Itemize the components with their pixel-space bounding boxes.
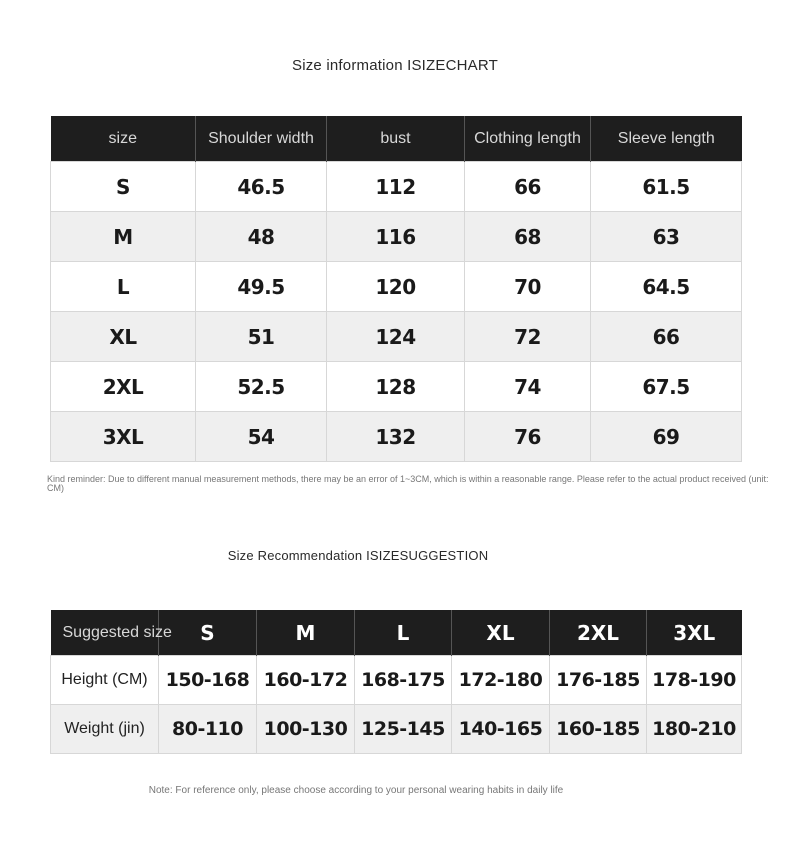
cell-bust: 124 [327,312,465,362]
measurement-reminder: Kind reminder: Due to different manual measurement methods, there may be an error of 1~3CM, which is within a reasonable range. Please refer to the actual product received (unit: CM) [47,474,769,493]
recommendation-header-row [51,610,742,656]
cell-height: 168-175 [355,656,452,705]
table-row [51,412,742,462]
cell-sleeve: 61.5 [591,162,742,212]
cell-weight: 125-145 [355,705,452,754]
cell-shoulder: 52.5 [196,362,327,412]
table-row [51,262,742,312]
cell-sleeve: 66 [591,312,742,362]
table-row [51,362,742,412]
cell-shoulder: 51 [196,312,327,362]
cell-length: 74 [465,362,591,412]
cell-length: 66 [465,162,591,212]
cell-shoulder: 54 [196,412,327,462]
cell-size: S [51,162,196,212]
header-clothing-length: Clothing length [465,116,591,162]
header-size: size [51,116,196,162]
header-bust: bust [327,116,465,162]
cell-shoulder: 46.5 [196,162,327,212]
size-chart-header-row [51,116,742,162]
cell-size: 3XL [51,412,196,462]
row-label-height: Height (CM) [51,656,159,705]
header-suggested-size: Suggested size [51,610,159,656]
size-chart-table [50,116,742,462]
cell-length: 68 [465,212,591,262]
cell-size: 2XL [51,362,196,412]
cell-height: 178-190 [647,656,742,705]
cell-size: XL [51,312,196,362]
cell-height: 176-185 [550,656,647,705]
cell-bust: 112 [327,162,465,212]
cell-weight: 100-130 [257,705,355,754]
size-recommendation-table [50,610,742,754]
header-size-s: S [159,610,257,656]
row-label-weight: Weight (jin) [51,705,159,754]
cell-length: 76 [465,412,591,462]
cell-bust: 132 [327,412,465,462]
reference-note: Note: For reference only, please choose according to your personal wearing habits in daily life [148,785,564,796]
cell-sleeve: 64.5 [591,262,742,312]
cell-weight: 80-110 [159,705,257,754]
table-row [51,705,742,754]
cell-height: 150-168 [159,656,257,705]
table-row [51,312,742,362]
cell-bust: 128 [327,362,465,412]
cell-size: M [51,212,196,262]
header-size-xl: XL [452,610,550,656]
table-row [51,656,742,705]
header-size-2xl: 2XL [550,610,647,656]
header-size-3xl: 3XL [647,610,742,656]
cell-bust: 116 [327,212,465,262]
cell-length: 70 [465,262,591,312]
cell-sleeve: 67.5 [591,362,742,412]
size-chart-title: Size information ISIZECHART [291,57,499,74]
cell-weight: 180-210 [647,705,742,754]
header-shoulder-width: Shoulder width [196,116,327,162]
cell-shoulder: 49.5 [196,262,327,312]
header-sleeve-length: Sleeve length [591,116,742,162]
cell-sleeve: 69 [591,412,742,462]
cell-length: 72 [465,312,591,362]
cell-weight: 140-165 [452,705,550,754]
cell-height: 172-180 [452,656,550,705]
cell-height: 160-172 [257,656,355,705]
cell-shoulder: 48 [196,212,327,262]
table-row [51,212,742,262]
header-size-m: M [257,610,355,656]
cell-weight: 160-185 [550,705,647,754]
cell-size: L [51,262,196,312]
size-recommendation-title: Size Recommendation ISIZESUGGESTION [227,548,489,563]
table-row [51,162,742,212]
cell-bust: 120 [327,262,465,312]
cell-sleeve: 63 [591,212,742,262]
header-size-l: L [355,610,452,656]
